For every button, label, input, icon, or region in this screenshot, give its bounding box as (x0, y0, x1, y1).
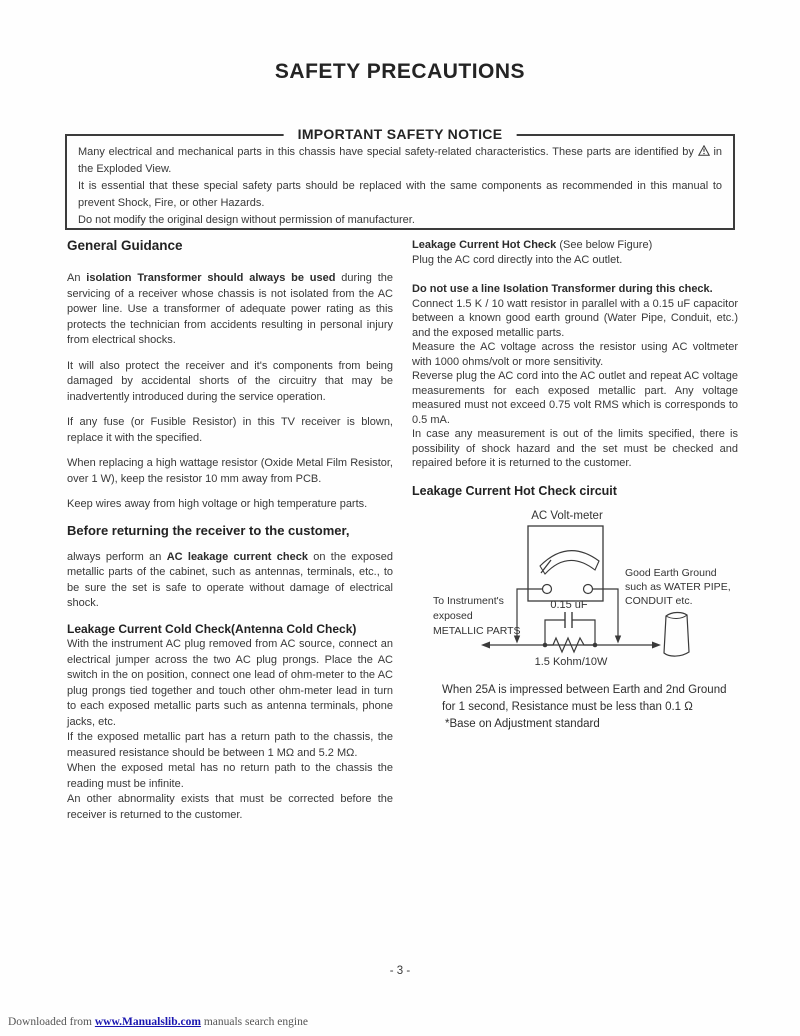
important-safety-notice-box (65, 126, 735, 230)
left-label-line3: METALLIC PARTS (433, 624, 521, 637)
heading-general-guidance: General Guidance (67, 238, 183, 253)
notice-paragraph-3: Do not modify the original design without permission of manufacturer. (78, 214, 415, 226)
paragraph: Connect 1.5 K / 10 watt resistor in parallel with a 0.15 uF capacitor between a known good earth ground (Water Pipe, Conduit, etc.) and the exposed metallic parts. (412, 297, 738, 339)
paragraph: always perform an AC leakage current check on the exposed metallic parts of the cabinet, such as antennas, terminals, etc., to be sure the set is safe to operate without damage of electrical shock. (67, 550, 393, 609)
right-label-line3: CONDUIT etc. (625, 594, 693, 607)
page-title: SAFETY PRECAUTIONS (274, 60, 526, 83)
ground-pipe (664, 612, 689, 656)
heading-leakage-cold-check: Leakage Current Cold Check(Antenna Cold Check) (67, 621, 357, 636)
paragraph: Keep wires away from high voltage or high temperature parts. (67, 498, 368, 510)
ground-pipe-rim (666, 615, 687, 619)
voltmeter-terminal-left (543, 584, 552, 593)
paragraph: It will also protect the receiver and it's components from being damaged by accidental shorts of the circuitry that may be inadvertently introduced during the service operation. (67, 359, 393, 403)
heading-hot-check-circuit: Leakage Current Hot Check circuit (412, 483, 617, 498)
wire-right (593, 589, 619, 637)
heading-leakage-hot-check: Leakage Current Hot Check (412, 239, 557, 251)
capacitor-label: 0.15 uF (550, 598, 588, 611)
notice-paragraph-2: It is essential that these special safety parts should be replaced with the same components as recommended in this manual to prevent Shock, Fire, or other Hazards. (78, 180, 722, 209)
notice-title: IMPORTANT SAFETY NOTICE (284, 126, 517, 142)
page-number: - 3 - (389, 965, 411, 977)
warning-triangle-icon (698, 145, 710, 156)
voltmeter-terminal-right (584, 584, 593, 593)
capacitor-branch-right (572, 620, 595, 645)
resistor-label: 1.5 Kohm/10W (534, 655, 608, 668)
paragraph: When the exposed metal has no return path to the chassis the reading must be infinite. (67, 762, 393, 790)
arrow-left (481, 641, 490, 648)
voltmeter-body (528, 526, 603, 601)
paragraph: Measure the AC voltage across the resistor using AC voltmeter with 1000 ohms/volt or more sensitivity. (412, 341, 738, 368)
left-column (67, 238, 393, 823)
manualslib-link[interactable]: www.Manualslib.com (94, 1016, 201, 1028)
right-column (412, 238, 738, 733)
paragraph: An isolation Transformer should always be used during the servicing of a receiver whose chassis is not isolated from the AC power line. Use a transformer of adequate power rating as this protects the technician from accidents resulting in personal injury from electrical shocks. (67, 272, 393, 346)
voltmeter-label: AC Volt-meter (531, 509, 603, 522)
notice-paragraph-1: Many electrical and mechanical parts in this chassis have special safety-related characteristics. These parts are identified by in the Exploded View. (78, 146, 723, 175)
heading-no-isolation-transformer: Do not use a line Isolation Transformer during this check. (412, 283, 713, 295)
paragraph: In case any measurement is out of the limits specified, there is possibility of shock hazard and the set must be checked and repaired before it is returned to the customer. (412, 428, 738, 469)
left-label-line2: exposed (433, 609, 473, 622)
heading-before-returning: Before returning the receiver to the customer, (67, 522, 350, 538)
paragraph: With the instrument AC plug removed from AC source, connect an electrical jumper across the two AC plug prongs. Place the AC switch in the on position, connect one lead of ohm-meter to the AC plug prongs tied together and touch other ohm-meter lead in turn to each exposed metallic parts such as antenna terminals, phone jacks, etc. (67, 638, 393, 728)
left-label-line1: To Instrument's (433, 594, 504, 607)
adjustment-note: When 25A is impressed between Earth and 2nd Ground for 1 second, Resistance must be less than 0.1 Ω *Base on Adjustment standard (442, 683, 727, 730)
paragraph: Reverse plug the AC cord into the AC outlet and repeat AC voltage measurements for each exposed metallic part. Any voltage measured must not exceed 0.75 volt RMS which is corresponds to 0.5 mA. (412, 370, 738, 426)
voltmeter-needle (541, 560, 551, 573)
arrow-right (652, 641, 661, 648)
leakage-current-hot-check-circuit-diagram (425, 504, 755, 676)
arrow-down-right (615, 635, 621, 643)
paragraph: If the exposed metallic part has a return path to the chassis, the measured resistance should be between 1 MΩ and 5.2 MΩ. (67, 731, 393, 759)
download-footer: Downloaded from www.Manualslib.com manuals search engine (8, 1016, 308, 1028)
wire-left (517, 589, 543, 637)
paragraph: Leakage Current Hot Check (See below Figure) Plug the AC cord directly into the AC outlet. (412, 239, 653, 266)
paragraph: An other abnormality exists that must be corrected before the receiver is returned to the customer. (67, 793, 393, 821)
right-label-line1: Good Earth Ground (625, 566, 717, 579)
paragraph: If any fuse (or Fusible Resistor) in this TV receiver is blown, replace it with the specified. (67, 416, 393, 444)
notice-text (67, 136, 733, 229)
right-label-line2: such as WATER PIPE, (625, 580, 731, 593)
paragraph: When replacing a high wattage resistor (Oxide Metal Film Resistor, over 1 W), keep the resistor 10 mm away from PCB. (67, 457, 393, 485)
